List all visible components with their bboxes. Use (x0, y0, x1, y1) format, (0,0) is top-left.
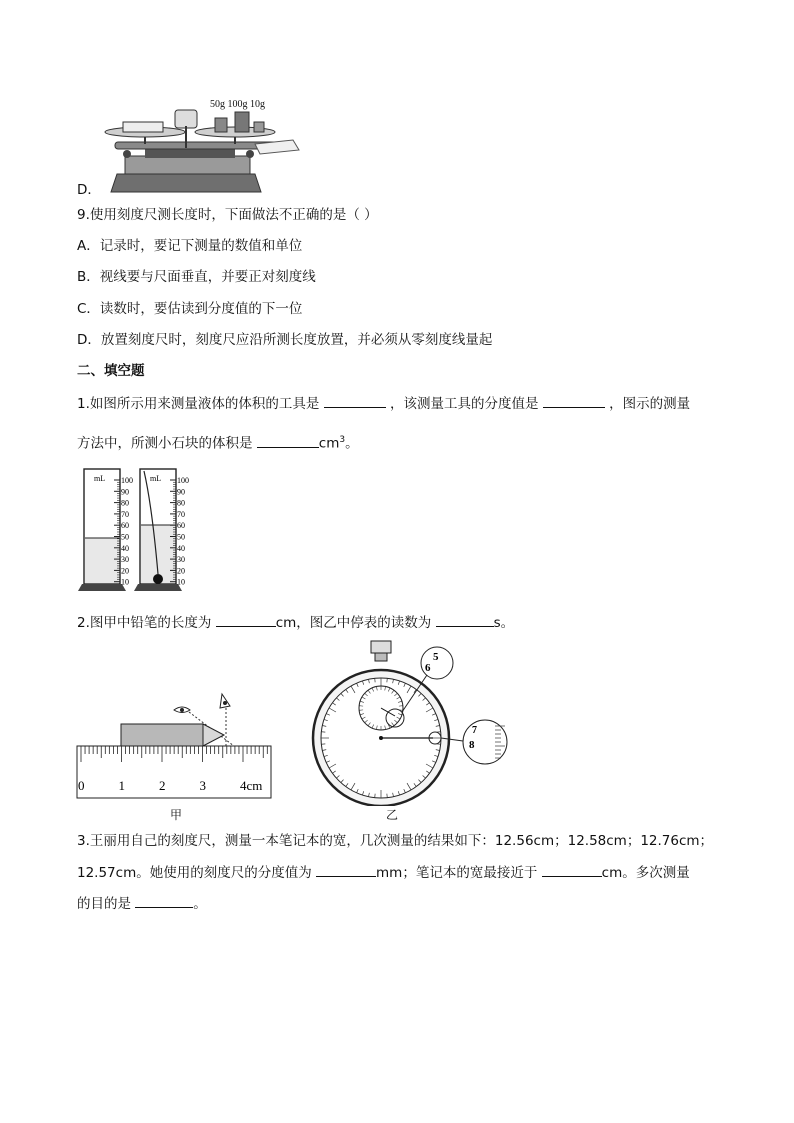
cylinder-tick-label: 60 (177, 521, 185, 531)
weights-label: 50g 100g 10g (210, 99, 265, 110)
f3-line3 (77, 893, 207, 914)
f3-blank-1[interactable] (316, 862, 376, 877)
cylinder-tick-label: 60 (121, 521, 129, 531)
f1-blank-3[interactable] (257, 433, 319, 448)
f1-text-2: ，该测量工具的分度值是 (389, 396, 539, 412)
f2-line1 (77, 612, 514, 633)
cylinder-unit-left: mL (94, 474, 106, 483)
zoom-top-digit-6: 6 (425, 662, 431, 674)
ruler-label: 1 (118, 778, 125, 793)
cylinder-tick-label: 50 (121, 532, 129, 542)
graduated-cylinders-figure (78, 466, 208, 596)
f3-text-3a: 的目的是 (77, 896, 131, 912)
pencil-ruler-figure (74, 688, 278, 800)
cylinder-tick-label: 100 (121, 476, 133, 485)
section-title: 二、填空题 (77, 363, 145, 379)
cylinder-tick-label: 30 (177, 555, 185, 565)
eye-icon (174, 707, 190, 713)
zoom-right-digit-7: 7 (472, 725, 477, 736)
f1-text-1: 1.如图所示用来测量液体的体积的工具是 (77, 396, 320, 412)
f2-text-3: s。 (493, 615, 515, 631)
f3-text-2a: 12.57cm。她使用的刻度尺的分度值为 (77, 865, 312, 881)
caption-yi: 乙 (386, 808, 399, 822)
q9-option-b: B．视线要与尺面垂直，并要正对刻度线 (77, 269, 316, 285)
cylinder-tick-label: 50 (177, 532, 185, 542)
cylinder-tick-label: 20 (121, 566, 129, 576)
f1-unit-sup: 3 (339, 435, 346, 445)
zoom-top-digit-5: 5 (433, 651, 439, 663)
cylinder-tick-label: 30 (121, 555, 129, 565)
f1-line1 (77, 393, 690, 414)
f1-end: 。 (345, 435, 359, 452)
f2-text-1: 2.图甲中铅笔的长度为 (77, 615, 212, 631)
eye-side-icon (220, 694, 230, 708)
f1-text-3: ，图示的测量 (609, 396, 691, 412)
q9-option-a: A．记录时，要记下测量的数值和单位 (77, 238, 303, 254)
f1-unit: cm (318, 435, 340, 452)
f3-line1: 3.王丽用自己的刻度尺，测量一本笔记本的宽，几次测量的结果如下：12.56cm；12.58cm；12.76cm； (77, 833, 714, 849)
cylinder-tick-label: 10 (177, 577, 185, 587)
q9-option-c: C．读数时，要估读到分度值的下一位 (77, 301, 303, 317)
q9-stem: 9.使用刻度尺测长度时，下面做法不正确的是（ ） (77, 207, 378, 223)
stopwatch-figure (305, 638, 515, 806)
cylinder-tick-label: 80 (121, 498, 129, 508)
f2-blank-1[interactable] (216, 612, 276, 627)
ruler-label: 2 (159, 778, 166, 793)
f3-text-2b: mm；笔记本的宽最接近于 (376, 865, 538, 881)
cylinder-tick-label: 40 (121, 543, 129, 553)
cylinder-tick-label: 90 (121, 487, 129, 497)
f3-text-2c: cm。多次测量 (601, 865, 690, 881)
ruler-label: 4cm (240, 778, 263, 793)
cylinder-tick-label: 80 (177, 498, 185, 508)
ruler-label: 0 (78, 778, 85, 793)
f2-blank-2[interactable] (436, 612, 494, 627)
cylinder-unit-right: mL (150, 474, 162, 483)
f1-line2 (77, 430, 359, 454)
f3-text-3b: 。 (193, 896, 207, 912)
balance-scale-figure (95, 96, 305, 196)
caption-jia: 甲 (170, 808, 183, 822)
f3-line2 (77, 862, 690, 883)
f3-blank-2[interactable] (542, 862, 602, 877)
f1-text-4: 方法中，所测小石块的体积是 (77, 435, 253, 452)
q9-option-d: D．放置刻度尺时，刻度尺应沿所测长度放置，并必须从零刻度线量起 (77, 332, 493, 348)
cylinder-tick-label: 100 (177, 476, 189, 485)
cylinder-tick-label: 70 (177, 509, 185, 519)
cylinder-tick-label: 90 (177, 487, 185, 497)
zoom-right-digit-8: 8 (469, 739, 475, 751)
f1-blank-1[interactable] (324, 393, 386, 408)
cylinder-tick-label: 40 (177, 543, 185, 553)
q8-option-d-label: D． (77, 182, 101, 198)
f1-blank-2[interactable] (543, 393, 605, 408)
stone-icon (153, 574, 163, 584)
f2-text-2: cm，图乙中停表的读数为 (275, 615, 432, 631)
cylinder-tick-label: 10 (121, 577, 129, 587)
cylinder-tick-label: 20 (177, 566, 185, 576)
ruler-label: 3 (199, 778, 206, 793)
cylinder-tick-label: 70 (121, 509, 129, 519)
f3-blank-3[interactable] (135, 893, 193, 908)
